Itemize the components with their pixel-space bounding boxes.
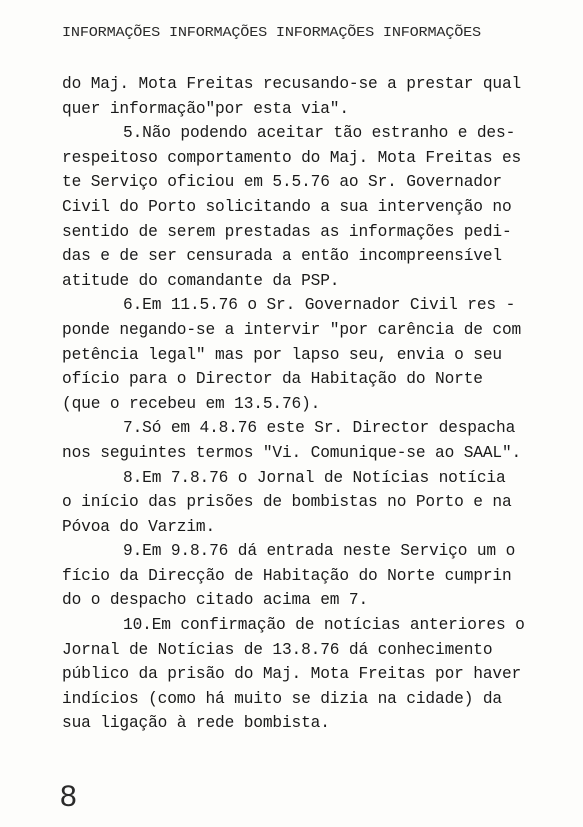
- text-line: nos seguintes termos "Vi. Comunique-se ao SAAL".: [62, 443, 522, 462]
- body-text: [62, 72, 562, 736]
- text-line: ofício para o Director da Habitação do Norte: [62, 370, 483, 389]
- text-line: petência legal" mas por lapso seu, envia o seu: [62, 345, 502, 364]
- text-line: ponde negando-se a intervir "por carência de com: [62, 320, 522, 339]
- text-line: Jornal de Notícias de 13.8.76 dá conhecimento: [62, 640, 493, 659]
- paragraph-start-line: 5.Não podendo aceitar tão estranho e des-: [123, 124, 516, 143]
- text-line: das e de ser censurada a então incompreensível: [62, 247, 502, 266]
- paragraph-start-line: 9.Em 9.8.76 dá entrada neste Serviço um o: [123, 542, 516, 561]
- paragraph-start-line: 10.Em confirmação de notícias anteriores o: [123, 616, 525, 635]
- text-line: sentido de serem prestadas as informações pedi-: [62, 222, 512, 241]
- text-line: sua ligação à rede bombista.: [62, 714, 330, 733]
- text-line: o início das prisões de bombistas no Porto e na: [62, 493, 512, 512]
- text-line: Póvoa do Varzim.: [62, 517, 216, 536]
- text-line: te Serviço oficiou em 5.5.76 ao Sr. Governador: [62, 173, 502, 192]
- text-line: indícios (como há muito se dizia na cidade) da: [62, 689, 502, 708]
- text-line: do o despacho citado acima em 7.: [62, 591, 369, 610]
- text-line: (que o recebeu em 13.5.76).: [62, 394, 321, 413]
- text-line: quer informação"por esta via".: [62, 99, 349, 118]
- paragraph-start-line: 6.Em 11.5.76 o Sr. Governador Civil res -: [123, 296, 516, 315]
- text-line: respeitoso comportamento do Maj. Mota Freitas es: [62, 148, 522, 167]
- text-line: público da prisão do Maj. Mota Freitas por haver: [62, 665, 522, 684]
- paragraph-start-line: 8.Em 7.8.76 o Jornal de Notícias notícia: [123, 468, 506, 487]
- text-line: fício da Direcção de Habitação do Norte cumprin: [62, 566, 512, 585]
- text-line: do Maj. Mota Freitas recusando-se a prestar qual: [62, 75, 522, 93]
- paragraph-start-line: 7.Só em 4.8.76 este Sr. Director despacha: [123, 419, 516, 438]
- page-number: 8: [60, 780, 77, 813]
- running-header: INFORMAÇÕES INFORMAÇÕES INFORMAÇÕES INFORMAÇÕES: [62, 24, 481, 41]
- text-line: Civil do Porto solicitando a sua intervenção no: [62, 197, 512, 216]
- text-line: atitude do comandante da PSP.: [62, 271, 340, 290]
